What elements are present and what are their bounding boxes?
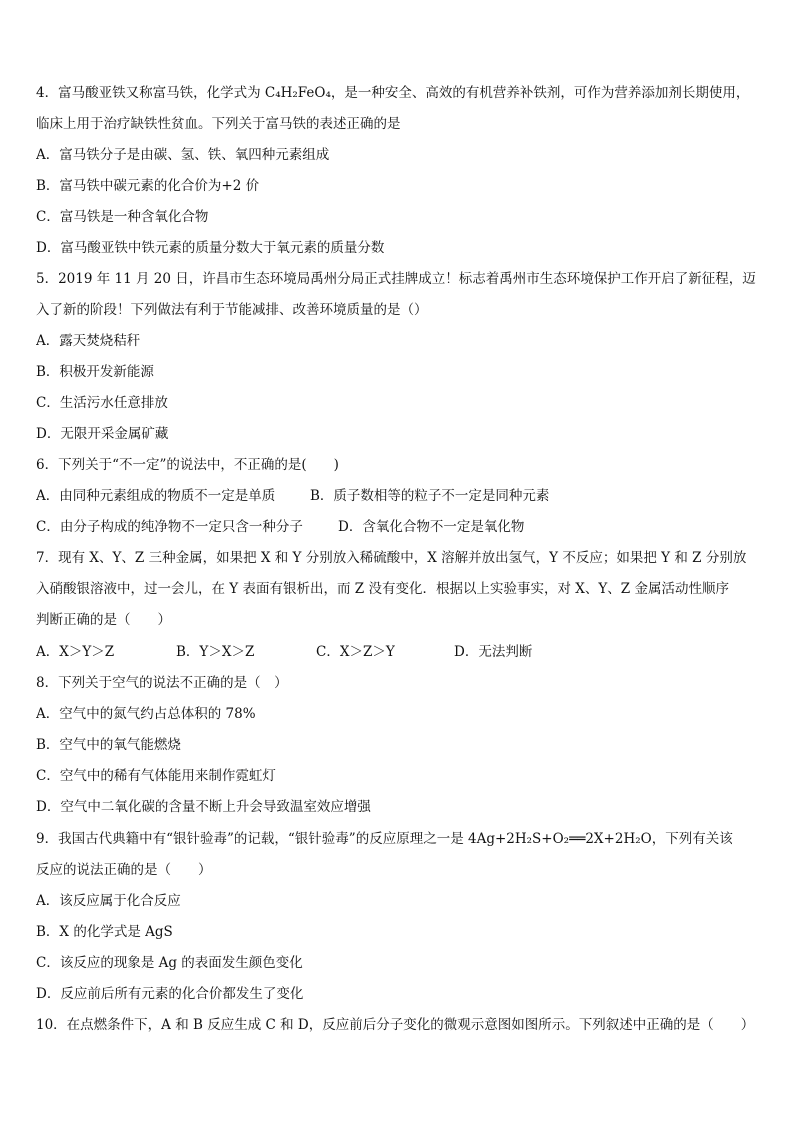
question-4-option-c: C．富马铁是一种含氧化合物: [36, 209, 209, 225]
question-7-option-c: C．X＞Z＞Y: [316, 644, 395, 660]
question-7-line-2: 入硝酸银溶液中，过一会儿，在 Y 表面有银析出，而 Z 没有变化．根据以上实验事实，对 X、Y、Z 金属活动性顺序: [36, 581, 729, 597]
question-6-line-1: 6．下列关于“不一定”的说法中，不正确的是( ): [36, 457, 339, 473]
question-6-options-row-1: [36, 486, 760, 506]
question-5-line-2: 入了新的阶段！下列做法有利于节能减排、改善环境质量的是（）: [36, 302, 428, 318]
question-6-option-a: A．由同种元素组成的物质不一定是单质: [36, 488, 276, 504]
question-7-line-3: 判断正确的是（ ）: [36, 612, 171, 628]
question-10-line-1: 10．在点燃条件下，A 和 B 反应生成 C 和 D，反应前后分子变化的微观示意图如图所示。下列叙述中正确的是（ ）: [36, 1017, 755, 1033]
question-5-line-1: 5．2019 年 11 月 20 日，许昌市生态环境局禹州分局正式挂牌成立！标志着禹州市生态环境保护工作开启了新征程，迈: [36, 271, 756, 287]
question-8-option-c: C．空气中的稀有气体能用来制作霓虹灯: [36, 768, 276, 784]
question-5-option-d: D．无限开采金属矿藏: [36, 426, 169, 442]
question-9-option-d: D．反应前后所有元素的化合价都发生了变化: [36, 986, 304, 1002]
question-6-option-c: C．由分子构成的纯净物不一定只含一种分子: [36, 519, 303, 535]
question-9-line-2: 反应的说法正确的是（ ）: [36, 862, 212, 878]
question-7-option-a: A．X＞Y＞Z: [36, 644, 115, 660]
question-4-line-2: 临床上用于治疗缺铁性贫血。下列关于富马铁的表述正确的是: [36, 116, 401, 132]
question-5-option-b: B．积极开发新能源: [36, 364, 154, 380]
question-6-options-row-2: [36, 517, 760, 537]
question-5-option-a: A．露天焚烧秸秆: [36, 333, 141, 349]
question-9-option-a: A．该反应属于化合反应: [36, 893, 181, 909]
question-8-option-a: A．空气中的氮气约占总体积的 78%: [36, 706, 256, 722]
question-6-option-b: B．质子数相等的粒子不一定是同种元素: [310, 488, 550, 504]
question-7-line-1: 7．现有 X、Y、Z 三种金属，如果把 X 和 Y 分别放入稀硫酸中，X 溶解并放出氢气，Y 不反应；如果把 Y 和 Z 分别放: [36, 550, 747, 566]
question-4-option-a: A．富马铁分子是由碳、氢、铁、氧四种元素组成: [36, 147, 330, 163]
question-4-option-b: B．富马铁中碳元素的化合价为+2 价: [36, 178, 260, 194]
question-7-option-d: D．无法判断: [454, 644, 533, 660]
question-7-options-row: [36, 642, 760, 662]
question-8-option-b: B．空气中的氧气能燃烧: [36, 737, 181, 753]
question-9-option-c: C．该反应的现象是 Ag 的表面发生颜色变化: [36, 955, 303, 971]
question-8-line-1: 8．下列关于空气的说法不正确的是（ ）: [36, 675, 288, 691]
question-6-option-d: D．含氧化合物不一定是氧化物: [338, 519, 525, 535]
question-8-option-d: D．空气中二氧化碳的含量不断上升会导致温室效应增强: [36, 799, 371, 815]
question-5-option-c: C．生活污水任意排放: [36, 395, 168, 411]
question-4-option-d: D．富马酸亚铁中铁元素的质量分数大于氧元素的质量分数: [36, 240, 385, 256]
question-4-line-1: 4．富马酸亚铁又称富马铁，化学式为 C₄H₂FeO₄，是一种安全、高效的有机营养补铁剂，可作为营养添加剂长期使用，: [36, 85, 750, 101]
question-9-line-1: 9．我国古代典籍中有“银针验毒”的记载，“银针验毒”的反应原理之一是 4Ag+2H₂S+O₂══2X+2H₂O，下列有关该: [36, 831, 733, 847]
question-7-option-b: B．Y＞X＞Z: [176, 644, 255, 660]
question-9-option-b: B．X 的化学式是 AgS: [36, 924, 173, 940]
